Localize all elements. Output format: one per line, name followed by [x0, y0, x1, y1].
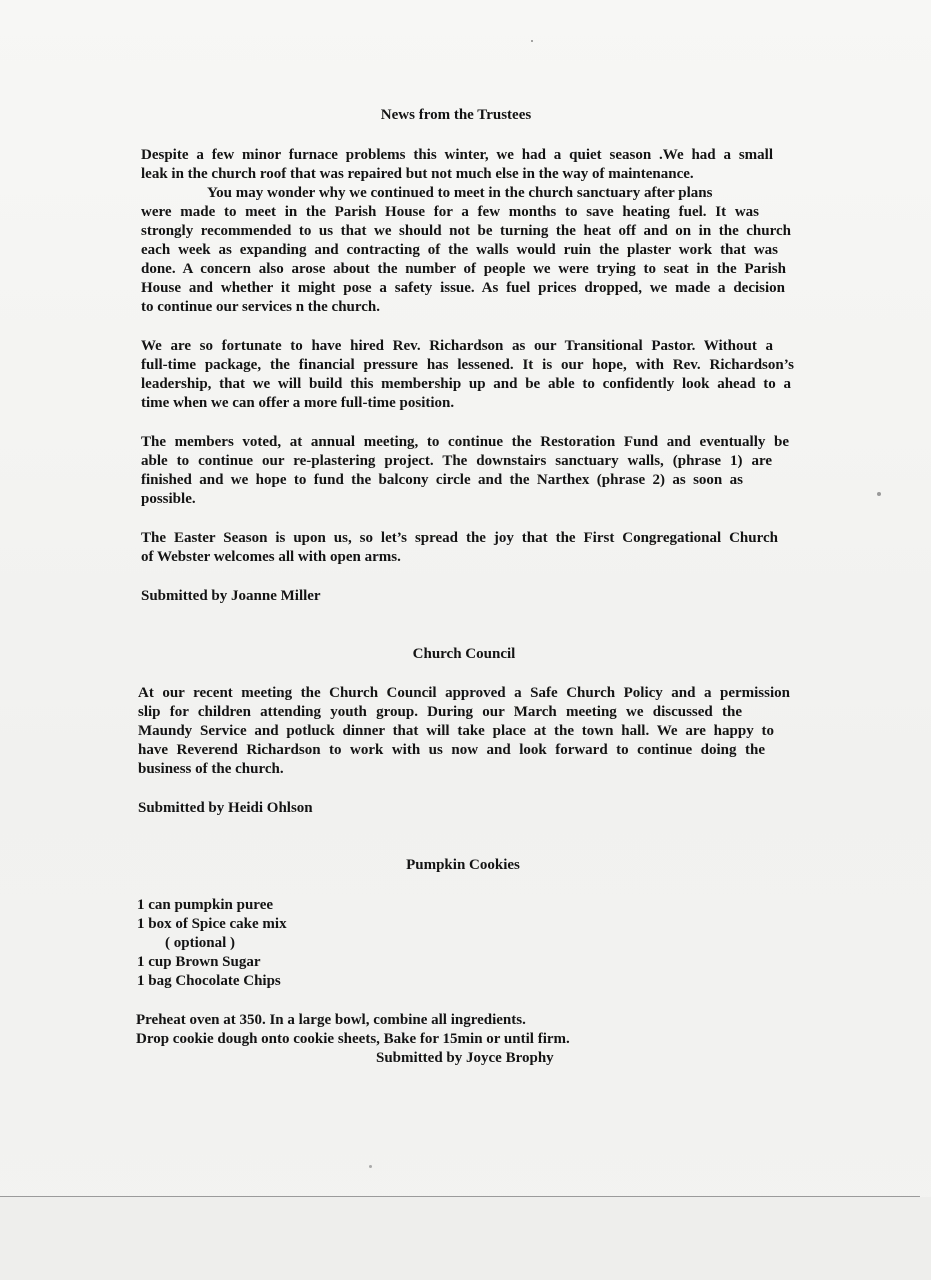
trustees-line: able to continue our re-plastering project. The downstairs sanctuary walls, (phrase 1) are: [141, 453, 772, 469]
trustees-line: The Easter Season is upon us, so let’s spread the joy that the First Congregational Church: [141, 530, 778, 546]
recipe-ingredient: ( optional ): [165, 935, 236, 951]
scan-speck: [877, 492, 881, 496]
trustees-line: We are so fortunate to have hired Rev. Richardson as our Transitional Pastor. Without a: [141, 338, 773, 354]
page-edge-line: [0, 1196, 920, 1197]
recipe-submitted: Submitted by Joyce Brophy: [376, 1050, 554, 1066]
scan-bottom-margin: [0, 1197, 931, 1280]
recipe-ingredient: 1 can pumpkin puree: [137, 897, 274, 913]
council-submitted: Submitted by Heidi Ohlson: [138, 800, 313, 816]
trustees-heading: News from the Trustees: [380, 107, 532, 123]
trustees-line: to continue our services n the church.: [141, 299, 381, 315]
council-line: slip for children attending youth group. During our March meeting we discussed the: [138, 704, 742, 720]
trustees-line: of Webster welcomes all with open arms.: [141, 549, 401, 565]
council-heading: Church Council: [412, 646, 516, 662]
recipe-ingredient: 1 bag Chocolate Chips: [137, 973, 281, 989]
trustees-line: leadership, that we will build this membership up and be able to confidently look ahead to a: [141, 376, 791, 392]
trustees-line: possible.: [141, 491, 196, 507]
trustees-line: each week as expanding and contracting of the walls would ruin the plaster work that was: [141, 242, 778, 258]
trustees-submitted: Submitted by Joanne Miller: [141, 588, 321, 604]
recipe-instruction: Drop cookie dough onto cookie sheets, Bake for 15min or until firm.: [136, 1031, 570, 1047]
trustees-line: You may wonder why we continued to meet in the church sanctuary after plans: [207, 185, 713, 201]
scan-speck: [369, 1165, 372, 1168]
trustees-line: strongly recommended to us that we should not be turning the heat off and on in the church: [141, 223, 791, 239]
trustees-line: done. A concern also arose about the number of people we were trying to seat in the Parish: [141, 261, 786, 277]
scan-speck: [531, 40, 533, 42]
trustees-line: Despite a few minor furnace problems this winter, we had a quiet season .We had a small: [141, 147, 773, 163]
trustees-line: finished and we hope to fund the balcony circle and the Narthex (phrase 2) as soon as: [141, 472, 743, 488]
trustees-line: full-time package, the financial pressure has lessened. It is our hope, with Rev. Richardson’s: [141, 357, 794, 373]
trustees-line: The members voted, at annual meeting, to continue the Restoration Fund and eventually be: [141, 434, 789, 450]
trustees-line: were made to meet in the Parish House for a few months to save heating fuel. It was: [141, 204, 759, 220]
council-line: At our recent meeting the Church Council approved a Safe Church Policy and a permission: [138, 685, 790, 701]
recipe-heading: Pumpkin Cookies: [406, 857, 520, 873]
trustees-line: House and whether it might pose a safety issue. As fuel prices dropped, we made a decision: [141, 280, 785, 296]
council-line: have Reverend Richardson to work with us now and look forward to continue doing the: [138, 742, 765, 758]
trustees-line: leak in the church roof that was repaired but not much else in the way of maintenance.: [141, 166, 694, 182]
recipe-instruction: Preheat oven at 350. In a large bowl, combine all ingredients.: [136, 1012, 526, 1028]
council-line: business of the church.: [138, 761, 284, 777]
trustees-line: time when we can offer a more full-time position.: [141, 395, 455, 411]
recipe-ingredient: 1 cup Brown Sugar: [137, 954, 261, 970]
recipe-ingredient: 1 box of Spice cake mix: [137, 916, 287, 932]
council-line: Maundy Service and potluck dinner that will take place at the town hall. We are happy to: [138, 723, 774, 739]
